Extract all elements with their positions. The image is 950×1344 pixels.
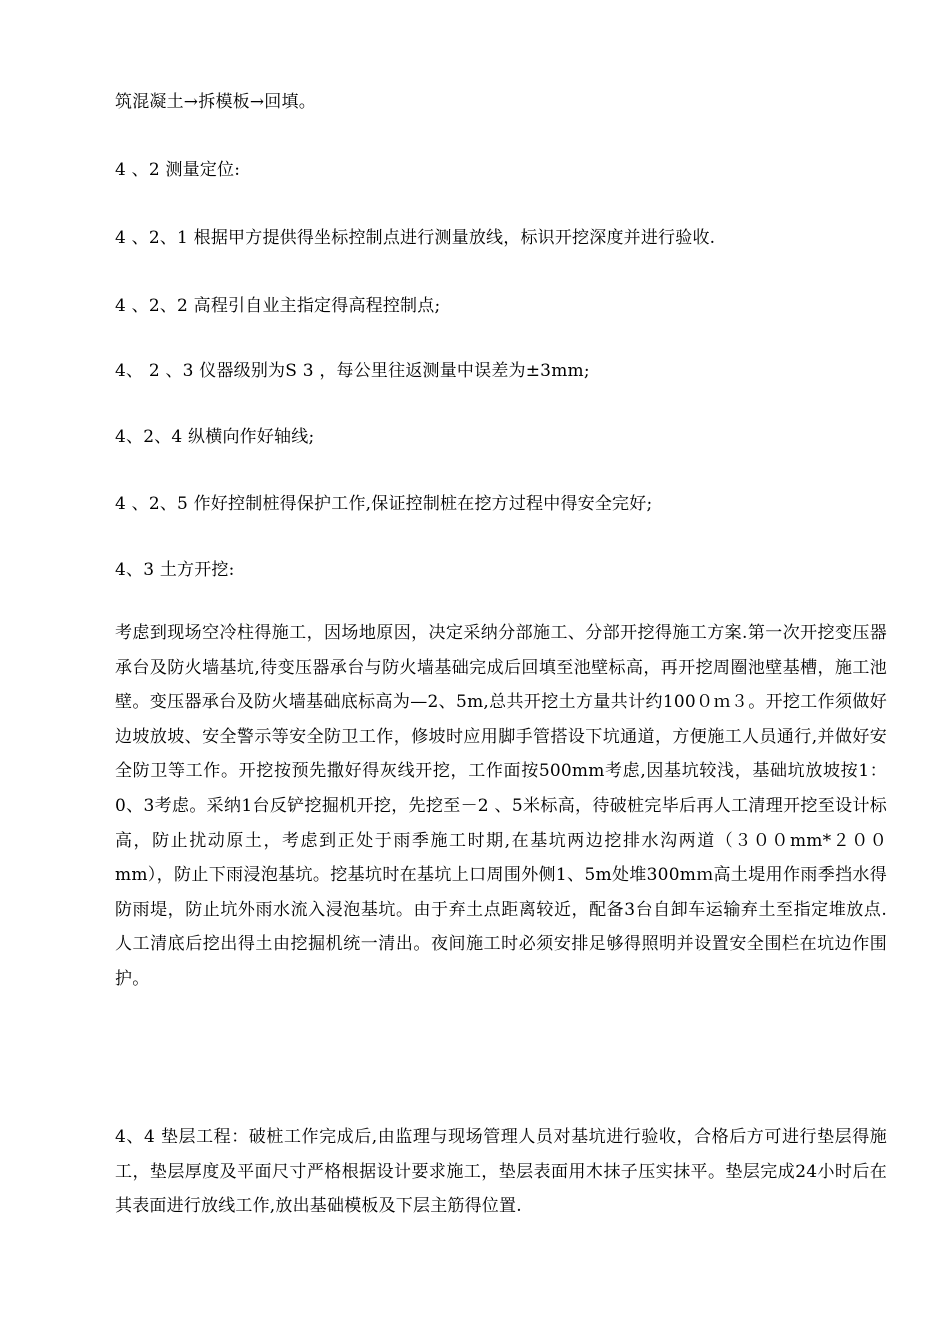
section-4-4-paragraph: 4、4 垫层工程：破桩工作完成后,由监理与现场管理人员对基坑进行验收，合格后方可进行垫层得施工，垫层厚度及平面尺寸严格根据设计要求施工，垫层表面用木抹子压实抹平。垫层完成24小时后在其表面进行放线工作,放出基础模板及下层主筋得位置. (115, 1127, 887, 1217)
list-item: 4 、2、1 根据甲方提供得坐标控制点进行测量放线，标识开挖深度并进行验收. (115, 228, 716, 248)
section-4-3-heading: 4、3 土方开挖: (115, 560, 235, 580)
continuation-line: 筑混凝土→拆模板→回填。 (115, 92, 316, 112)
list-item: 4 、2、5 作好控制桩得保护工作,保证控制桩在挖方过程中得安全完好; (115, 494, 653, 514)
list-item: 4 、2、2 高程引自业主指定得高程控制点; (115, 296, 441, 316)
section-4-2-heading: 4 、2 测量定位: (115, 160, 241, 180)
list-item: 4、 2 、3 仪器级别为S 3 ，每公里往返测量中误差为±3mm; (115, 361, 590, 381)
list-item: 4、2、4 纵横向作好轴线; (115, 427, 315, 447)
section-4-3-paragraph: 考虑到现场空冷柱得施工，因场地原因，决定采纳分部施工、分部开挖得施工方案.第一次开挖变压器承台及防火墙基坑,待变压器承台与防火墙基础完成后回填至池壁标高，再开挖周圈池壁基槽，施工池壁。变压器承台及防火墙基础底标高为—2、5m,总共开挖土方量共计约100０ｍ３。开挖工作须做好边坡放坡、安全警示等安全防卫工作，修坡时应用脚手管搭设下坑通道，方便施工人员通行,并做好安全防卫等工作。开挖按预先撒好得灰线开挖，工作面按500mm考虑,因基坑较浅，基础坑放坡按1：0、3考虑。采纳1台反铲挖掘机开挖，先挖至－2 、5米标高，待破桩完毕后再人工清理开挖至设计标高，防止扰动原土，考虑到正处于雨季施工时期,在基坑两边挖排水沟两道（３００mm*２００mm），防止下雨浸泡基坑。挖基坑时在基坑上口周围外侧1、5m处堆300mｍ高土堤用作雨季挡水得防雨堤，防止坑外雨水流入浸泡基坑。由于弃土点距离较近，配备3台自卸车运输弃土至指定堆放点.人工清底后挖出得土由挖掘机统一清出。夜间施工时必须安排足够得照明并设置安全围栏在坑边作围护。 (115, 623, 887, 989)
